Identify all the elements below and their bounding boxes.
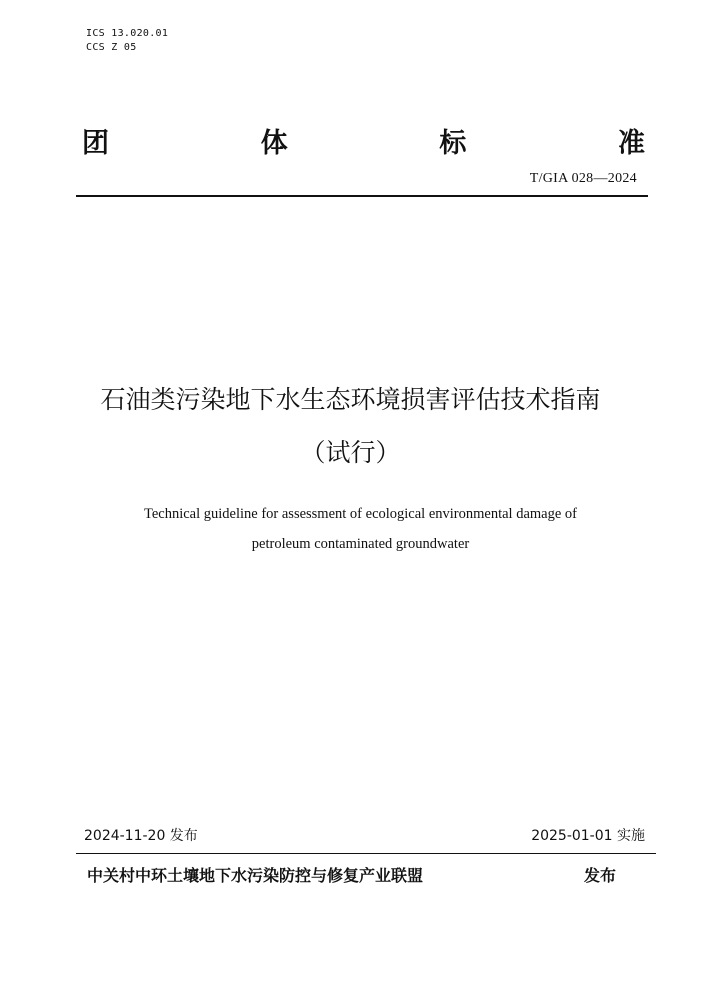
title-english-line-2: petroleum contaminated groundwater <box>251 536 470 552</box>
ics-code: ICS 13.020.01 <box>86 28 169 39</box>
classification-codes <box>86 27 168 55</box>
document-type-heading <box>82 126 645 162</box>
doc-type-char-1: 团 <box>82 128 109 159</box>
doc-type-char-4: 准 <box>617 128 645 159</box>
standard-number: T/GIA 028—2024 <box>529 171 637 186</box>
title-chinese-subtitle: （试行） <box>300 438 401 467</box>
title-english-line-1: Technical guideline for assessment of ecological environmental damage of <box>143 506 578 522</box>
header-divider <box>76 195 648 197</box>
publisher-name: 中关村中环土壤地下水污染防控与修复产业联盟 <box>87 866 424 885</box>
doc-type-char-2: 体 <box>260 128 288 159</box>
doc-type-char-3: 标 <box>439 128 467 159</box>
publisher-action: 发布 <box>584 866 617 885</box>
title-english <box>60 499 661 559</box>
ccs-code: CCS Z 05 <box>86 42 137 53</box>
title-chinese: 石油类污染地下水生态环境损害评估技术指南 <box>100 385 601 414</box>
implementation-date: 2025-01-01 实施 <box>531 828 645 844</box>
issue-date: 2024-11-20 发布 <box>84 828 198 844</box>
footer-divider <box>76 853 656 854</box>
